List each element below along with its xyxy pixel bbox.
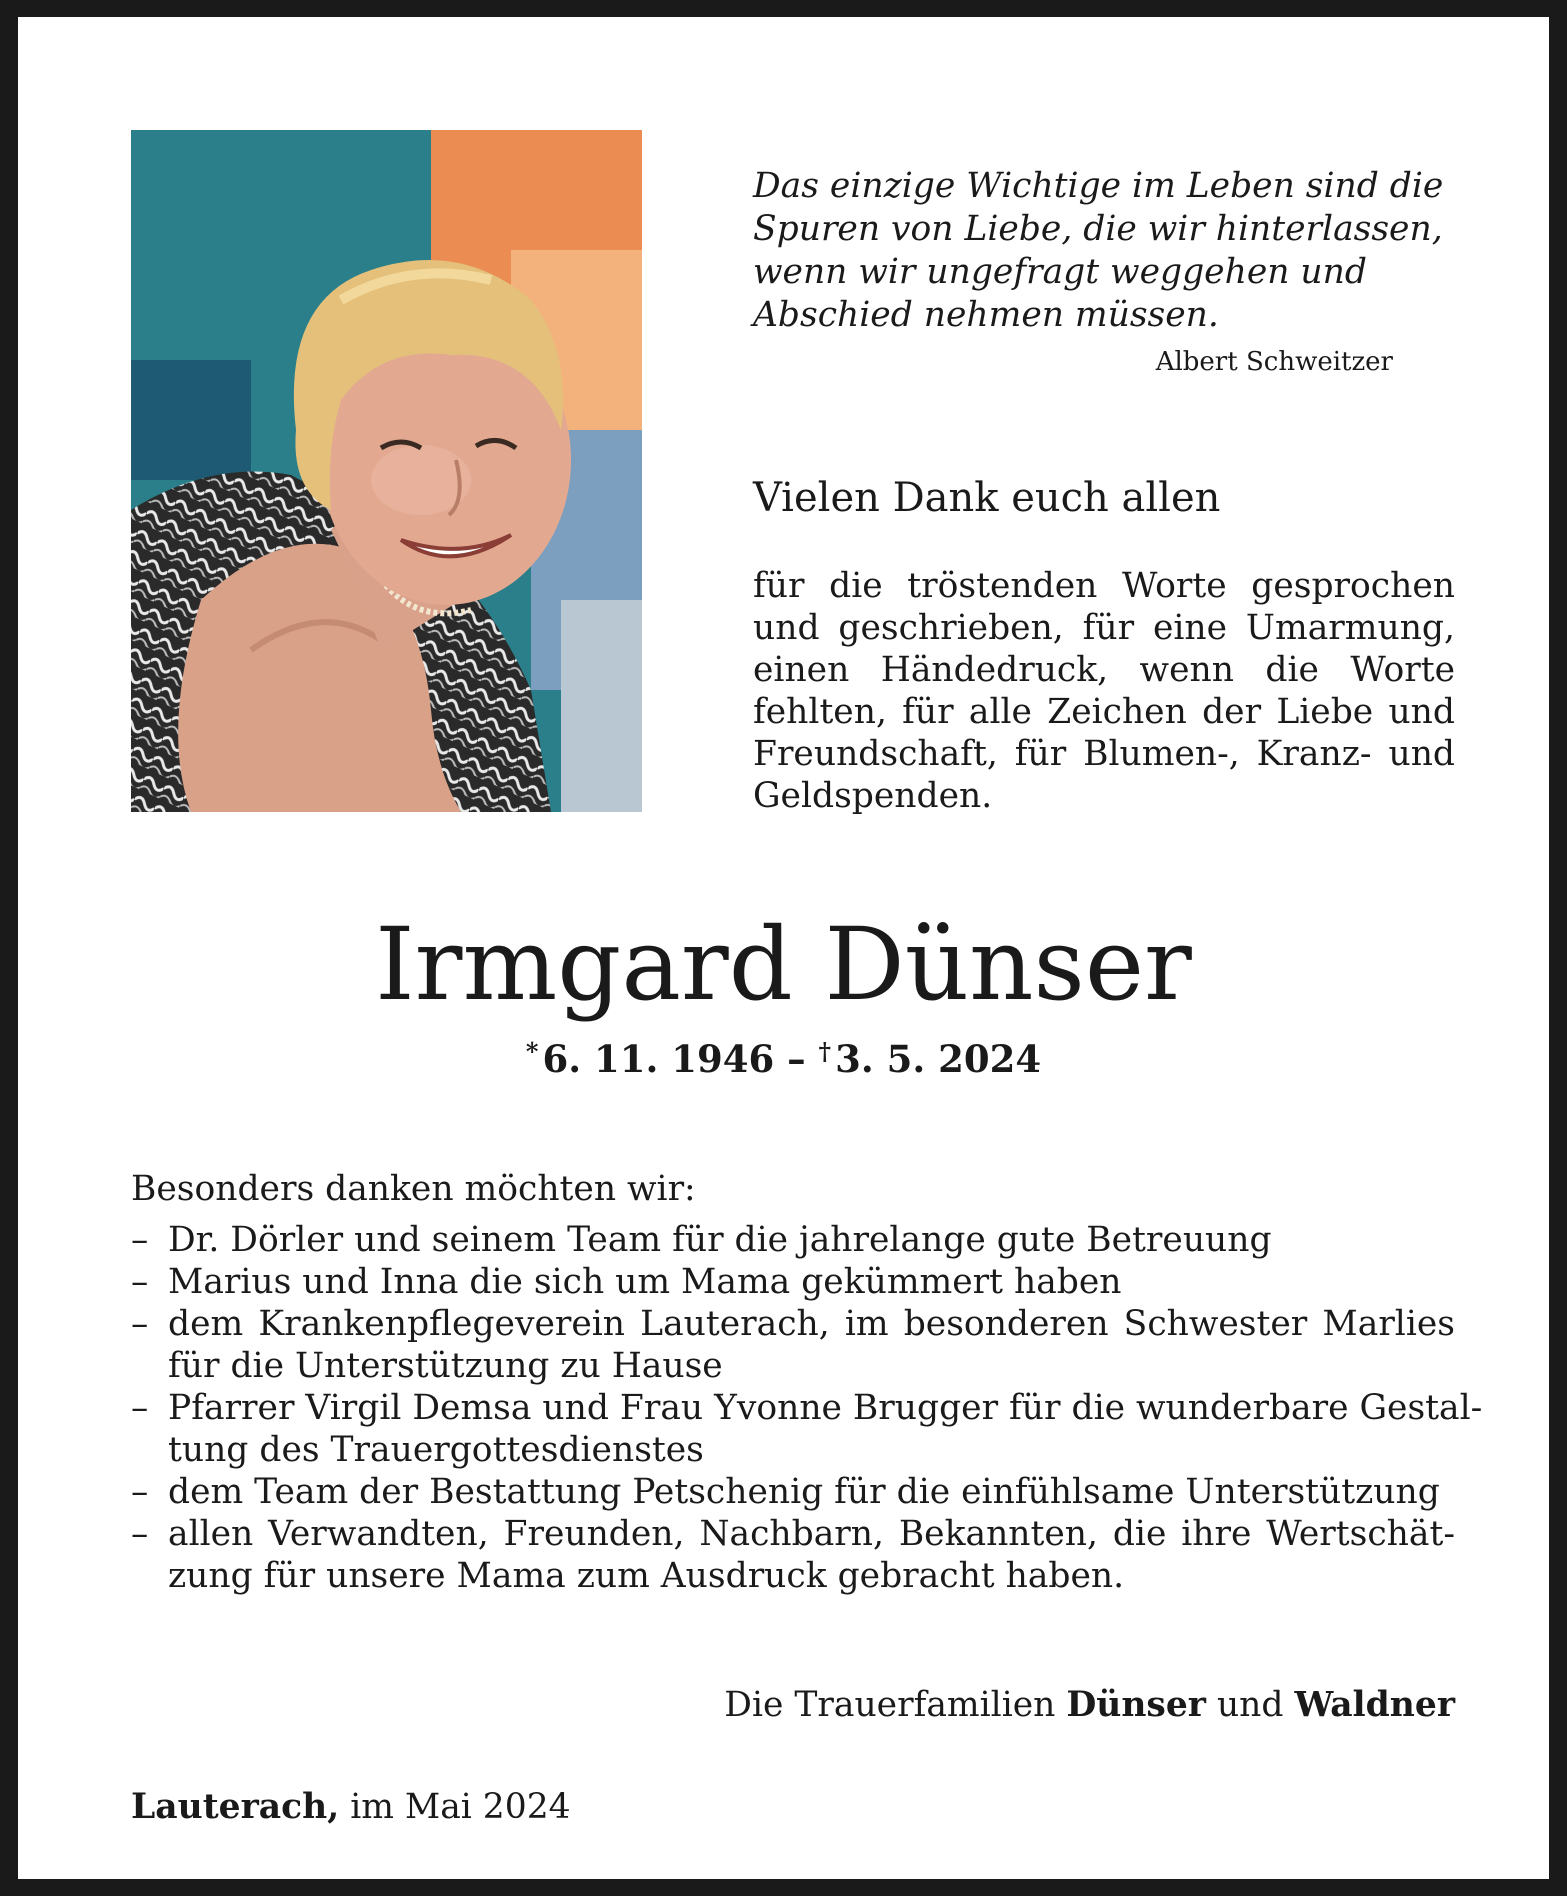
list-item (131, 1261, 1455, 1303)
quote-line: wenn wir ungefragt weggehen und (753, 252, 1367, 292)
place-date (131, 1787, 571, 1827)
list-item-line: zung für unsere Mama zum Ausdruck gebracht haben. (168, 1556, 1125, 1596)
thanks-line: fehlten, für alle Zeichen der Liebe und (753, 692, 1455, 732)
portrait-illustration (131, 130, 642, 812)
list-item-line: – allen Verwandten, Freunden, Nachbarn, Bekannten, die ihre Wertschät- (168, 1514, 1455, 1554)
thanks-line: Freundschaft, für Blumen-, Kranz- und (753, 734, 1455, 774)
obituary-page (18, 17, 1549, 1879)
place-town: Lauterach, (131, 1787, 340, 1827)
list-item-line: für die Unterstützung zu Hause (168, 1346, 723, 1386)
family-name-2: Waldner (1294, 1685, 1455, 1725)
thanks-line: für die tröstenden Worte gesprochen (753, 566, 1455, 606)
family-name-1: Dünser (1066, 1685, 1206, 1725)
birth-date: 6. 11. 1946 (542, 1037, 775, 1081)
list-item (131, 1219, 1455, 1261)
list-item (131, 1303, 1455, 1387)
thanks-heading: Vielen Dank euch allen (753, 475, 1221, 521)
life-dates (18, 1037, 1549, 1081)
list-item (131, 1471, 1455, 1513)
death-symbol: † (818, 1037, 832, 1066)
list-item (131, 1513, 1455, 1597)
list-item-line: – Dr. Dörler und seinem Team für die jahrelange gute Betreuung (168, 1220, 1272, 1260)
thanks-line: einen Händedruck, wenn die Worte (753, 650, 1455, 690)
list-item-line: – dem Team der Bestattung Petschenig für die einfühlsame Unterstützung (168, 1472, 1440, 1512)
family-prefix: Die Trauerfamilien (724, 1685, 1056, 1725)
list-item-line: tung des Trauergottesdienstes (168, 1430, 704, 1470)
death-date: 3. 5. 2024 (835, 1037, 1042, 1081)
special-thanks-heading: Besonders danken möchten wir: (131, 1169, 696, 1209)
deceased-name: Irmgard Dünser (375, 906, 1192, 1023)
quote-line: Spuren von Liebe, die wir hinterlassen, (753, 209, 1443, 249)
quote-line: Das einzige Wichtige im Leben sind die (753, 166, 1444, 206)
family-conjunction: und (1216, 1685, 1284, 1725)
list-item-line: – Pfarrer Virgil Demsa und Frau Yvonne Brugger für die wunderbare Gestal- (168, 1388, 1483, 1428)
special-thanks-list (131, 1219, 1483, 1597)
list-item (131, 1387, 1483, 1471)
date-separator: – (787, 1037, 806, 1081)
portrait-photo (131, 130, 642, 812)
thanks-text (753, 565, 1455, 817)
thanks-line: Geldspenden. (753, 776, 993, 816)
birth-symbol: * (525, 1037, 539, 1066)
thanks-line: und geschrieben, für eine Umarmung, (753, 608, 1455, 648)
list-item-line: – Marius und Inna die sich um Mama gekümmert haben (168, 1262, 1122, 1302)
quote-line: Abschied nehmen müssen. (753, 295, 1219, 335)
place-date-text: im Mai 2024 (350, 1787, 571, 1827)
family-signature (718, 1685, 1455, 1725)
quote-author: Albert Schweitzer (1155, 347, 1393, 377)
list-item-line: – dem Krankenpflegeverein Lauterach, im besonderen Schwester Marlies (168, 1304, 1455, 1344)
quote (753, 165, 1444, 337)
